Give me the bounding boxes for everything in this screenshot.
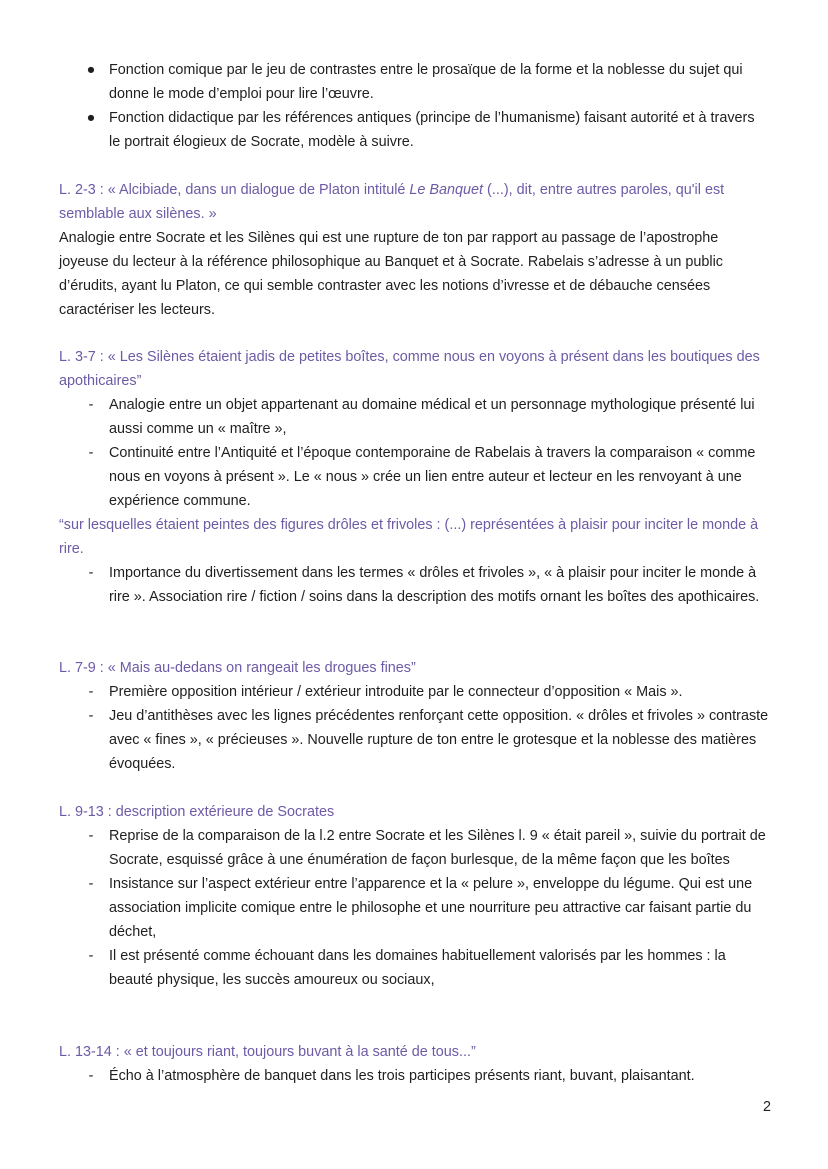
dash-icon: -: [88, 948, 94, 964]
section-l7-9: [0, 656, 771, 776]
list-item: - Reprise de la comparaison de la l.2 entre Socrate et les Silènes l. 9 « était pareil », suivie du portrait de Socrate, esquissé grâce à une énumération de façon burlesque, de la même façon que les boîtes: [0, 824, 769, 872]
dash-icon: -: [88, 397, 94, 413]
list-item: - Analogie entre un objet appartenant au domaine médical et un personnage mythologique présenté lui aussi comme un « maître »,: [0, 393, 769, 441]
dash-icon: -: [88, 708, 94, 724]
bullet-icon: ●: [86, 110, 96, 126]
dash-icon: -: [88, 828, 94, 844]
section-heading: L. 2-3 : « Alcibiade, dans un dialogue de Platon intitulé Le Banquet (...), dit, entre autres paroles, qu'il est semblable aux silènes. »: [59, 182, 725, 222]
section-paragraph: Analogie entre Socrate et les Silènes qui est une rupture de ton par rapport au passage de l’apostrophe joyeuse du lecteur à la référence philosophique au Banquet et à Socrate. Rabelais s’adresse à un public d’érudits, ayant lu Platon, ce qui semble contraster avec les notions d’ivresse et de débauche censées caractériser les lecteurs.: [59, 230, 724, 318]
section-l2-3: [0, 178, 771, 322]
list-item: - Il est présenté comme échouant dans les domaines habituellement valorisés par les hommes : la beauté physique, les succès amoureux ou sociaux,: [0, 944, 769, 992]
dash-icon: -: [88, 565, 94, 581]
dash-icon: -: [88, 445, 94, 461]
list-item: - Jeu d’antithèses avec les lignes précédentes renforçant cette opposition. « drôles et frivoles » contraste avec « fines », « précieuses ». Nouvelle rupture de ton entre le grotesque et la noblesse des matières évoquées.: [0, 704, 769, 776]
intro-bullet-list: [0, 58, 769, 154]
section-heading: L. 3-7 : « Les Silènes étaient jadis de petites boîtes, comme nous en voyons à présent dans les boutiques des apothicaires”: [59, 349, 760, 389]
list-item: - Importance du divertissement dans les termes « drôles et frivoles », « à plaisir pour inciter le monde à rire ». Association rire / fiction / soins dans la description des motifs ornant les boîtes des apothicaires.: [0, 561, 769, 609]
section-l3-7: [0, 345, 771, 609]
dash-icon: -: [88, 684, 94, 700]
page-number: 2: [762, 1099, 771, 1115]
dash-icon: -: [88, 1068, 94, 1084]
section-subheading: “sur lesquelles étaient peintes des figures drôles et frivoles : (...) représentées à plaisir pour inciter le monde à rire.: [59, 517, 759, 557]
list-item: - Première opposition intérieur / extérieur introduite par le connecteur d’opposition « Mais ».: [0, 680, 769, 704]
section-heading: L. 13-14 : « et toujours riant, toujours buvant à la santé de tous...”: [59, 1044, 476, 1060]
list-item: - Continuité entre l’Antiquité et l’époque contemporaine de Rabelais à travers la comparaison « comme nous en voyons à présent ». Le « nous » crée un lien entre auteur et lecteur en les renvoyant à une expérience commune.: [0, 441, 769, 513]
list-item: - Insistance sur l’aspect extérieur entre l’apparence et la « pelure », enveloppe du légume. Qui est une association implicite comique entre le philosophe et une nourriture peu attractive car faisant partie du déchet,: [0, 872, 769, 944]
list-item: - Écho à l’atmosphère de banquet dans les trois participes présents riant, buvant, plaisantant.: [0, 1064, 769, 1088]
section-l9-13: [0, 800, 771, 992]
list-item: ● Fonction didactique par les références antiques (principe de l’humanisme) faisant autorité et à travers le portrait élogieux de Socrate, modèle à suivre.: [0, 106, 769, 154]
section-heading: L. 9-13 : description extérieure de Socrates: [59, 804, 335, 820]
bullet-icon: ●: [86, 62, 96, 78]
dash-icon: -: [88, 876, 94, 892]
section-l13-14: [0, 1040, 771, 1088]
list-item: ● Fonction comique par le jeu de contrastes entre le prosaïque de la forme et la noblesse du sujet qui donne le mode d’emploi pour lire l’œuvre.: [0, 58, 769, 106]
section-heading: L. 7-9 : « Mais au-dedans on rangeait les drogues fines”: [59, 660, 416, 676]
